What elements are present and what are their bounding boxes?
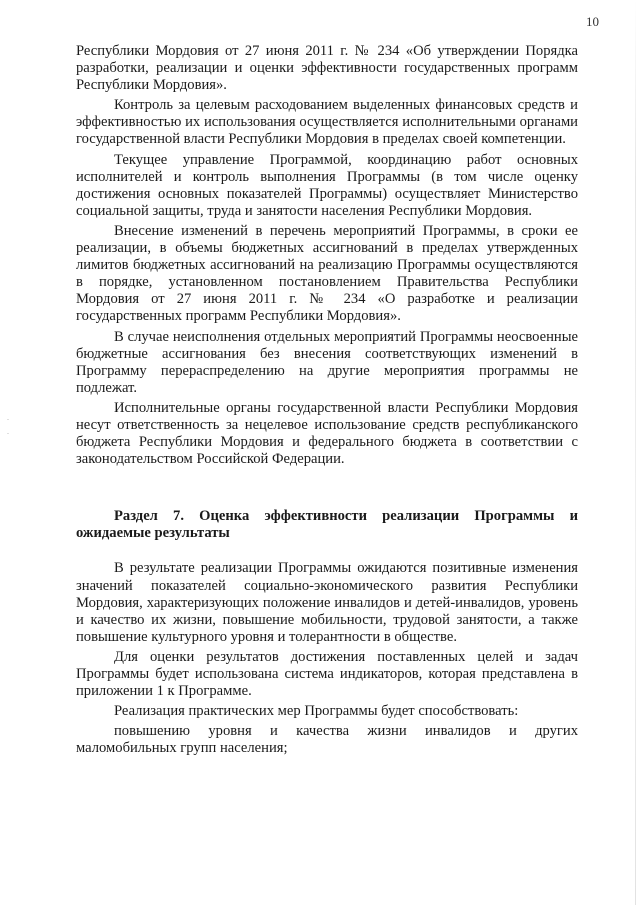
paragraph-indicators: Для оценки результатов достижения поставленных целей и задач Программы будет использована система индикаторов, которая представлена в приложении 1 к Программе. [76,648,578,700]
paragraph-non-execution: В случае неисполнения отдельных мероприятий Программы неосвоенные бюджетные ассигнования без внесения соответствующих изменений в Программу перераспределению на другие мероприятия программы не подлежат. [76,328,578,396]
scan-edge-shadow [635,0,636,905]
margin-speck: . [7,427,9,436]
section-spacer [76,542,578,560]
paragraph-responsibility: Исполнительные органы государственной власти Республики Мордовия несут ответственность за нецелевое использование средств республиканского бюджета Республики Мордовия и федерального бюджета в соответствии с законодательством Российской Федерации. [76,399,578,468]
paragraph-continuation: Республики Мордовия от 27 июня 2011 г. № 234 «Об утверждении Порядка разработки, реализации и оценки эффективности государственных программ Республики Мордовия». [76,43,578,94]
paragraph-expected-results: В результате реализации Программы ожидаются позитивные изменения значений показателей социально-экономического развития Республики Мордовия, характеризующих положение инвалидов и детей-инвалидов, уровень и качество их жизни, повышение мобильности, трудовой занятости, а также повышение культурного уровня и толерантности в обществе. [76,560,578,645]
document-body [76,43,578,760]
paragraph-measure-item: повышению уровня и качества жизни инвалидов и других маломобильных групп населения; [76,723,578,757]
section-heading: Раздел 7. Оценка эффективности реализации Программы и ожидаемые результаты [76,508,578,542]
margin-speck: . [7,413,9,422]
paragraph-changes: Внесение изменений в перечень мероприятий Программы, в сроки ее реализации, в объемы бюджетных ассигнований в пределах утвержденных лимитов бюджетных ассигнований на реализацию Программы осуществляются в порядке, установленном постановлением Правительства Республики Мордовия от 27 июня 2011 г. № 234 «О разработке и реализации государственных программ Республики Мордовия». [76,222,578,325]
paragraph-measures-intro: Реализация практических мер Программы будет способствовать: [114,703,519,720]
page-number: 10 [586,14,599,29]
paragraph-control: Контроль за целевым расходованием выделенных финансовых средств и эффективностью их использования осуществляется исполнительными органами государственной власти Республики Мордовия в пределах своей компетенции. [76,97,578,148]
section-spacer [76,471,578,508]
paragraph-management: Текущее управление Программой, координацию работ основных исполнителей и контроль выполнения Программы (в том числе оценку достижения основных показателей Программы) осуществляет Министерство социальной защиты, труда и занятости населения Республики Мордовия. [76,151,578,219]
